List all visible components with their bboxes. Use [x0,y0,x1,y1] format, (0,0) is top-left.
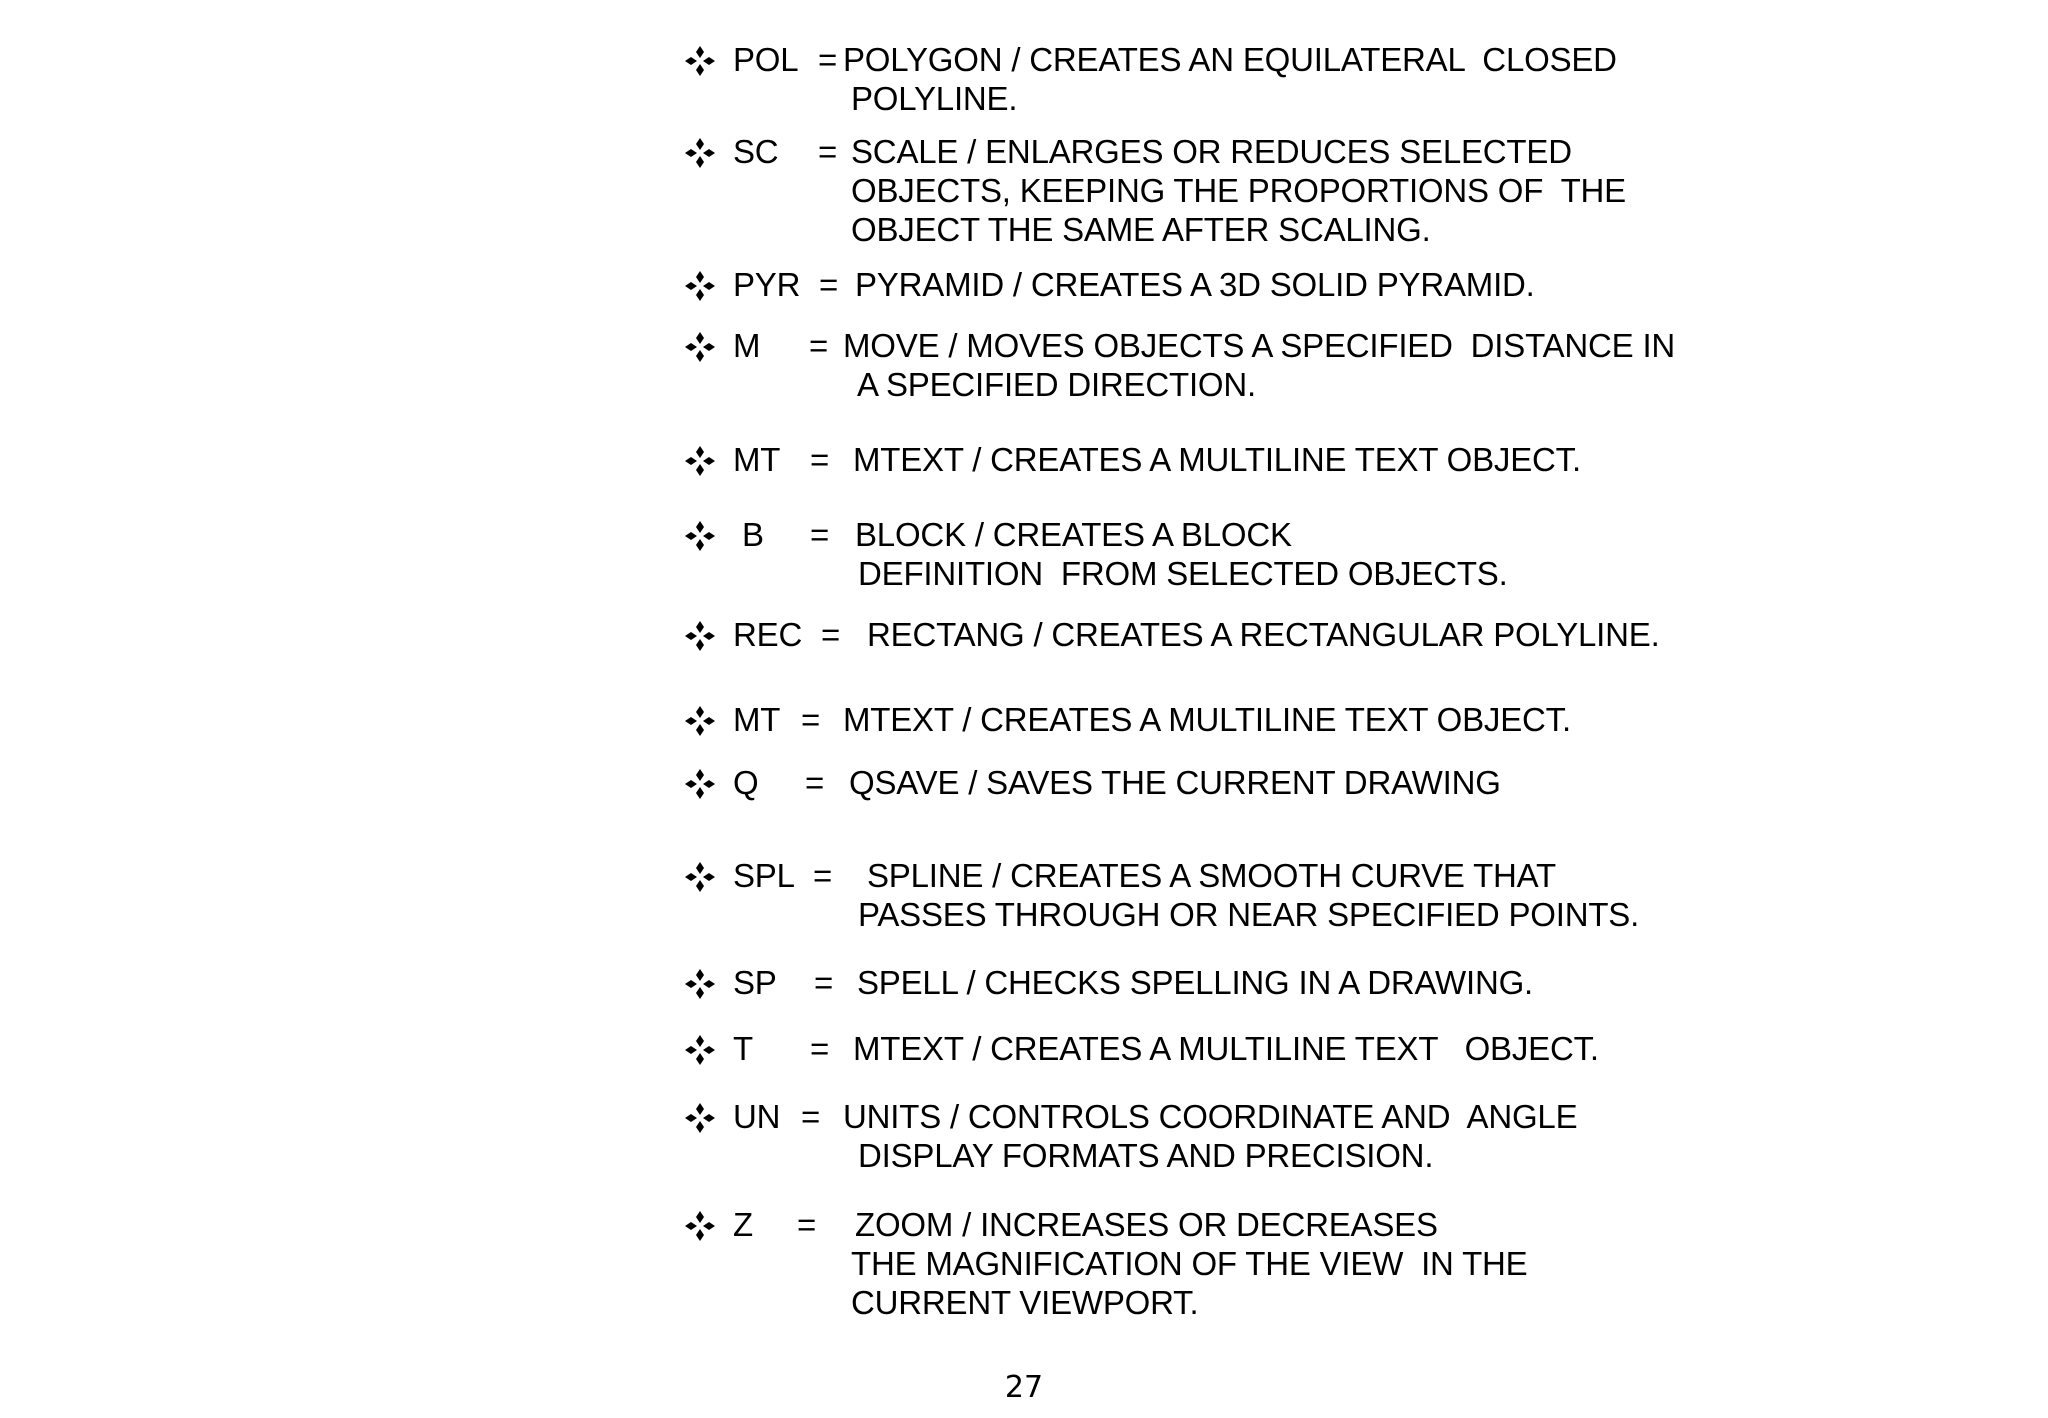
command-abbreviation: UN [733,1098,781,1135]
equals-sign: = [809,327,829,364]
command-description-line: PYRAMID / CREATES A 3D SOLID PYRAMID. [855,266,1535,303]
page-number: 27 [1004,1370,1044,1405]
diamond-bullet-icon [683,704,717,738]
command-abbreviation: SP [733,964,777,1001]
equals-sign: = [814,964,834,1001]
command-description-line: MOVE / MOVES OBJECTS A SPECIFIED DISTANCE IN [843,327,1676,364]
diamond-bullet-icon [683,967,717,1001]
command-abbreviation: M [733,327,761,364]
command-abbreviation: Z [733,1206,753,1243]
equals-sign: = [801,701,821,738]
diamond-bullet-icon [683,860,717,894]
diamond-bullet-icon [683,269,717,303]
equals-sign: = [805,764,825,801]
command-description-line: POLYGON / CREATES AN EQUILATERAL CLOSED [843,41,1617,78]
diamond-bullet-icon [683,1101,717,1135]
command-abbreviation: POL [733,41,799,78]
command-description-line: SCALE / ENLARGES OR REDUCES SELECTED [851,133,1572,170]
equals-sign: = [801,1098,821,1135]
equals-sign: = [813,857,833,894]
command-abbreviation: Q [733,764,759,801]
equals-sign: = [818,41,838,78]
command-abbreviation: T [733,1030,753,1067]
command-description-line: THE MAGNIFICATION OF THE VIEW IN THE [851,1245,1528,1282]
command-abbreviation: REC [733,616,803,653]
diamond-bullet-icon [683,619,717,653]
command-abbreviation: SPL [733,857,795,894]
diamond-bullet-icon [683,136,717,170]
command-description-line: QSAVE / SAVES THE CURRENT DRAWING [849,764,1501,801]
command-description-line: MTEXT / CREATES A MULTILINE TEXT OBJECT. [853,441,1581,478]
diamond-bullet-icon [683,519,717,553]
command-description-line: OBJECT THE SAME AFTER SCALING. [851,211,1431,248]
diamond-bullet-icon [683,444,717,478]
command-description-line: DISPLAY FORMATS AND PRECISION. [858,1137,1434,1174]
diamond-bullet-icon [683,330,717,364]
command-description-line: A SPECIFIED DIRECTION. [857,366,1256,403]
command-description-line: PASSES THROUGH OR NEAR SPECIFIED POINTS. [858,896,1640,933]
equals-sign: = [810,441,830,478]
command-abbreviation: MT [733,701,781,738]
command-description-line: OBJECTS, KEEPING THE PROPORTIONS OF THE [851,172,1626,209]
command-description-line: RECTANG / CREATES A RECTANGULAR POLYLINE. [867,616,1660,653]
command-description-line: MTEXT / CREATES A MULTILINE TEXT OBJECT. [843,701,1571,738]
equals-sign: = [797,1206,817,1243]
command-description-line: SPELL / CHECKS SPELLING IN A DRAWING. [857,964,1534,1001]
equals-sign: = [818,133,838,170]
command-description-line: DEFINITION FROM SELECTED OBJECTS. [858,555,1508,592]
command-description-line: ZOOM / INCREASES OR DECREASES [855,1206,1438,1243]
diamond-bullet-icon [683,1033,717,1067]
command-abbreviation: PYR [733,266,801,303]
command-description-line: UNITS / CONTROLS COORDINATE AND ANGLE [843,1098,1578,1135]
command-abbreviation: B [742,516,764,553]
equals-sign: = [819,266,839,303]
command-abbreviation: MT [733,441,781,478]
equals-sign: = [821,616,841,653]
command-description-line: CURRENT VIEWPORT. [851,1284,1199,1321]
command-abbreviation: SC [733,133,779,170]
command-description-line: MTEXT / CREATES A MULTILINE TEXT OBJECT. [853,1030,1599,1067]
diamond-bullet-icon [683,767,717,801]
command-description-line: POLYLINE. [851,80,1018,117]
diamond-bullet-icon [683,1209,717,1243]
equals-sign: = [810,516,830,553]
diamond-bullet-icon [683,44,717,78]
command-description-line: BLOCK / CREATES A BLOCK [855,516,1292,553]
equals-sign: = [810,1030,830,1067]
command-description-line: SPLINE / CREATES A SMOOTH CURVE THAT [867,857,1557,894]
